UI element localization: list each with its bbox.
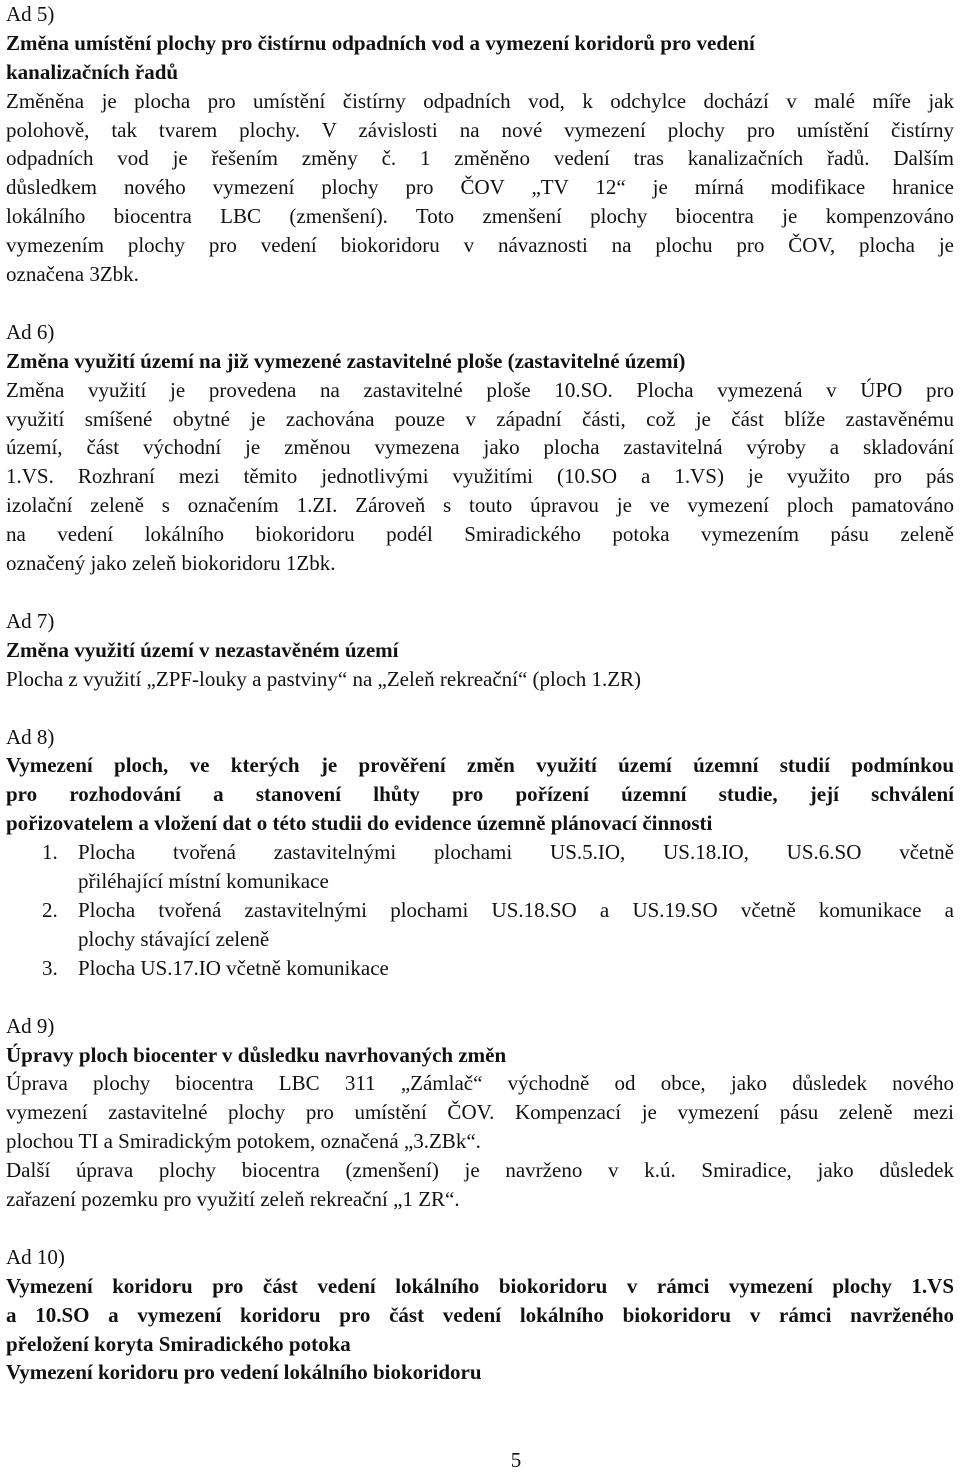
section-label: Ad 10) bbox=[6, 1244, 65, 1269]
section-heading-line: pořizovatelem a vložení dat o této studii do evidence územně plánovací činnosti bbox=[6, 811, 713, 836]
body-line: Plocha z využití „ZPF-louky a pastviny“ na „Zeleň rekreační“ (ploch 1.ZR) bbox=[6, 666, 642, 691]
section-heading-line: a 10.SO a vymezení koridoru pro část vedení lokálního biokoridoru v rámci navrženého bbox=[6, 1302, 954, 1327]
list-item-line: Plocha US.17.IO včetně komunikace bbox=[78, 955, 389, 980]
list-number: 3. bbox=[42, 955, 58, 980]
section-ad9 bbox=[6, 1012, 954, 1214]
body-line: Změněna je plocha pro umístění čistírny odpadních vod, k odchylce dochází v malé míře jak bbox=[6, 88, 954, 113]
list-number: 1. bbox=[42, 840, 58, 865]
body-line: na vedení lokálního biokoridoru podél Smiradického potoka vymezením pásu zeleně bbox=[6, 522, 954, 547]
section-label: Ad 6) bbox=[6, 319, 55, 344]
list-item bbox=[6, 896, 954, 954]
list-item-line: přiléhající místní komunikace bbox=[78, 869, 329, 894]
body-line: vymezení zastavitelné plochy pro umístění ČOV. Kompenzací je vymezení pásu zeleně mezi bbox=[6, 1100, 954, 1125]
section-heading-line: Změna využití území v nezastavěném území bbox=[6, 637, 399, 662]
body-line: Změna využití je provedena na zastavitelné ploše 10.SO. Plocha vymezená v ÚPO pro bbox=[6, 377, 954, 402]
body-line: plochou TI a Smiradickým potokem, označená „3.ZBk“. bbox=[6, 1129, 481, 1154]
section-heading-line: přeložení koryta Smiradického potoka bbox=[6, 1331, 351, 1356]
section-heading-line: Změna umístění plochy pro čistírnu odpadních vod a vymezení koridorů pro vedení bbox=[6, 30, 755, 55]
body-line: lokálního biocentra LBC (zmenšení). Toto zmenšení plochy biocentra je kompenzováno bbox=[6, 204, 954, 229]
section-ad6 bbox=[6, 318, 954, 578]
section-label: Ad 5) bbox=[6, 2, 55, 26]
body-line: izolační zeleně s označením 1.ZI. Zároveň s touto úpravou je ve vymezení ploch pamatováno bbox=[6, 493, 954, 518]
section-heading-line: Změna využití území na již vymezené zastavitelné ploše (zastavitelné území) bbox=[6, 348, 686, 373]
section-label: Ad 7) bbox=[6, 608, 55, 633]
list-item-line: Plocha tvořená zastavitelnými plochami US.18.SO a US.19.SO včetně komunikace a bbox=[78, 897, 954, 922]
body-line: důsledkem nového vymezení plochy pro ČOV „TV 12“ je mírná modifikace hranice bbox=[6, 175, 954, 200]
section-label: Ad 8) bbox=[6, 724, 55, 749]
section-heading-line: Úpravy ploch biocenter v důsledku navrhovaných změn bbox=[6, 1042, 507, 1067]
section-ad5 bbox=[6, 0, 954, 289]
section-label: Ad 9) bbox=[6, 1013, 55, 1038]
section-ad10 bbox=[6, 1243, 954, 1387]
list-item-line: plochy stávající zeleně bbox=[78, 926, 270, 951]
body-line: 1.VS. Rozhraní mezi těmito jednotlivými využitími (10.SO a 1.VS) je využito pro pás bbox=[6, 464, 954, 489]
numbered-list bbox=[6, 838, 954, 982]
section-ad8 bbox=[6, 723, 954, 983]
body-line: označena 3Zbk. bbox=[6, 262, 139, 287]
section-heading-line: kanalizačních řadů bbox=[6, 59, 179, 84]
body-line: využití smíšené obytné je zachována pouze v západní části, což je část blíže zastavěnému bbox=[6, 406, 954, 431]
list-item bbox=[6, 954, 954, 983]
body-line: vymezením plochy pro vedení biokoridoru v návaznosti na plochu pro ČOV, plocha je bbox=[6, 233, 954, 258]
section-heading-line: Vymezení koridoru pro vedení lokálního biokoridoru bbox=[6, 1360, 482, 1385]
body-line: území, část východní je změnou vymezena jako plocha zastavitelná výroby a skladování bbox=[6, 435, 954, 460]
section-heading-line: pro rozhodování a stanovení lhůty pro pořízení územní studie, její schválení bbox=[6, 782, 954, 807]
body-line: odpadních vod je řešením změny č. 1 změněno vedení tras kanalizačních řadů. Dalším bbox=[6, 146, 954, 171]
body-line: Další úprava plochy biocentra (zmenšení) je navrženo v k.ú. Smiradice, jako důsledek bbox=[6, 1158, 954, 1183]
section-ad7 bbox=[6, 607, 954, 694]
list-item bbox=[6, 838, 954, 896]
body-line: zařazení pozemku pro využití zeleň rekreační „1 ZR“. bbox=[6, 1186, 460, 1211]
section-heading-line: Vymezení ploch, ve kterých je prověření změn využití území územní studií podmínkou bbox=[6, 753, 954, 778]
body-line: označený jako zeleň biokoridoru 1Zbk. bbox=[6, 551, 336, 576]
page-number: 5 bbox=[510, 1448, 522, 1472]
body-line: polohově, tak tvarem plochy. V závislosti na nové vymezení plochy pro umístění čistírny bbox=[6, 117, 954, 142]
list-number: 2. bbox=[42, 897, 58, 922]
list-item-line: Plocha tvořená zastavitelnými plochami US.5.IO, US.18.IO, US.6.SO včetně bbox=[78, 840, 954, 865]
section-heading-line: Vymezení koridoru pro část vedení lokálního biokoridoru v rámci vymezení plochy 1.VS bbox=[6, 1273, 954, 1298]
body-line: Úprava plochy biocentra LBC 311 „Zámlač“ východně od obce, jako důsledek nového bbox=[6, 1071, 954, 1096]
